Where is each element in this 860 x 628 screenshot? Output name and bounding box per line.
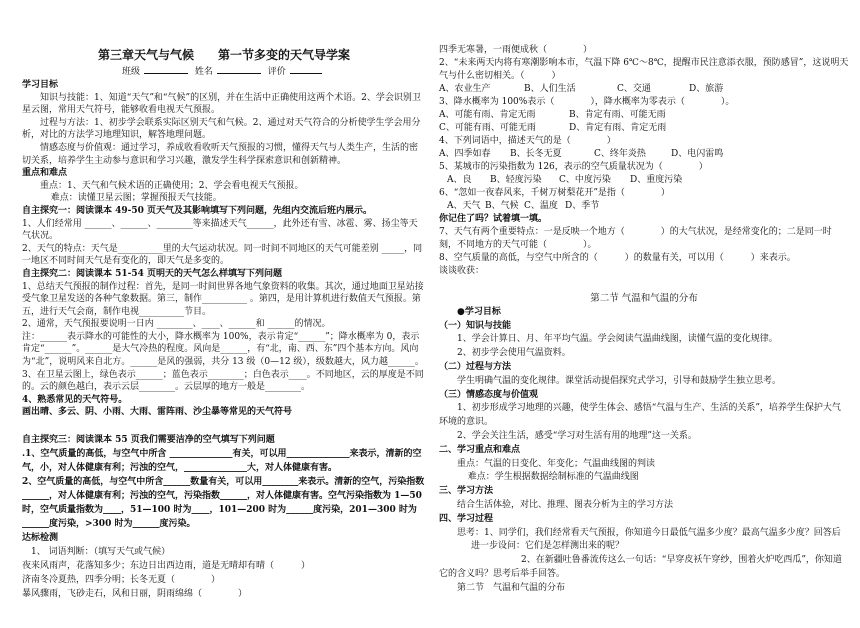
think-question: 思考：1、同学们，我们经常看天气预报，你知道今日最低气温多少度？最高气温多少度？回答后进一步设问：它们是怎样测出来的呢？ (457, 527, 841, 552)
answer-option: B、长冬无夏 (510, 149, 562, 159)
attitude-item: 1、初步形成学习地理的兴趣，使学生体会、感悟“气温与生产、生活的关系”，培养学生保护大气环境的意识。 (439, 403, 841, 428)
knowledge-item: 2、初步学会使用气温资料。 (457, 348, 571, 359)
assessment-q1-item: 暴风骤雨，飞砂走石，风和日丽，阴雨绵绵（ ） (22, 589, 248, 600)
key-difficulty-heading: 二、学习重点和难点 (439, 444, 521, 455)
inquiry3-question: .1、空气质量的高低，与空气中所含 ______________有关，可以用______________来表示，清新的空气，小，对人体健康有利；污浊的空气，______________大，对人体健康有害。 (22, 449, 422, 474)
assessment-q4-options (439, 148, 849, 161)
inquiry1-question: 2、天气的特点：天气是__________里的大气运动状况。同一时间不同地区的天气可能差别 _____，同一地区不同时间天气是有变化的，即天气是多变的。 (22, 243, 423, 267)
answer-option: A、农业生产 (439, 84, 491, 94)
assessment-q4-stem: 4、下列词语中，描述天气的是（ ） (439, 136, 616, 146)
assessment-q1-item: 四季无寒暑，一雨便成秋（ ） (439, 45, 593, 55)
assessment-q3-options-row1 (439, 109, 849, 122)
attitude-item: 2、学会关注生活，感受“学习对生活有用的地理”这一关系。 (457, 430, 697, 441)
objective-attitude: 情感态度与价值观：通过学习，养成收看收听天气预报的习惯，懂得天气与人类生产，生活的密切关系，培养学生主动参与意识和学习兴趣，激发学生科学探索意识和创新精神。 (22, 142, 419, 166)
evaluation-label: 评价 (267, 67, 286, 77)
answer-option: D、季节 (565, 201, 600, 211)
section2-title: 第二节 气温和气温的分布 (590, 293, 698, 304)
section2 (439, 292, 849, 596)
answer-option: A、天气 (447, 201, 481, 211)
inquiry3-heading: 自主探究三：阅读课本 55 页我们需要洁净的空气填写下列问题 (22, 435, 275, 446)
review-heading: 你记住了吗？试着填一填。 (439, 214, 548, 224)
assessment-q5-stem: 5、某城市的污染指数为 126，表示的空气质量状况为（ ） (439, 162, 708, 172)
review-question: 8、空气质量的高低，与空气中所含的（ ）的数量有关，可以用（ ）来表示。 (439, 253, 796, 263)
objective-knowledge: 知识与技能：1、知道“天气”和“气候”的区别，并在生活中正确使用这两个术语。2、学会识别卫星云图，常用天气符号，能够收看电视天气预报。 (22, 92, 421, 116)
lower-section (22, 433, 426, 601)
difficulty-point: 难点：读懂卫星云图；掌握预报天气技能。 (50, 193, 222, 204)
method-text: 结合生活体验，对比、推理、图表分析为主的学习方法 (457, 499, 674, 510)
difficulty-point: 难点：学生根据数据绘制标准的气温曲线图 (467, 472, 639, 483)
key-points-heading: 重点和难点 (22, 168, 68, 179)
answer-option: A、良 (447, 175, 472, 185)
answer-option: B、气候 (485, 201, 519, 211)
answer-option: C、中度污染 (559, 175, 611, 185)
answer-option: A、可能有雨、肯定无雨 (439, 110, 536, 120)
think-question: 2、在新疆吐鲁番流传这么一句话：“早穿皮袄午穿纱，围着火炉吃西瓜”，你知道它的含义吗？思考后举手回答。 (439, 555, 842, 579)
inquiry2-question: 2、通常，天气预报要说明一日内 ________、____、______和 ______的情况。 (22, 319, 331, 330)
right-column (439, 44, 849, 596)
attitude-heading: （三）情感态度与价值观 (439, 389, 539, 400)
assessment-heading: 达标检测 (22, 533, 59, 544)
key-point: 重点：气温的日变化、年变化；气温曲线图的判读 (457, 458, 656, 469)
assessment-q2-options (439, 83, 849, 96)
inquiry2-heading: 自主探究二：阅读课本 51-54 页明天的天气怎么样填写下列问题 (22, 268, 283, 279)
assessment-q1-item: 济南冬冷夏热，四季分明；长冬无夏（ ） (22, 575, 221, 586)
name-blank (217, 64, 261, 74)
assessment-q1-stem: 1、 词语判断：（填写天气或气候） (31, 547, 171, 558)
answer-option: C、终年炎热 (594, 149, 646, 159)
answer-option: A、四季如春 (439, 149, 491, 159)
inquiry2-question: 4、熟悉常见的天气符号。 (22, 394, 128, 405)
answer-option: D、重度污染 (630, 175, 683, 185)
knowledge-heading: （一）知识与技能 (439, 320, 512, 331)
inquiry3-question: 2、空气质量的高低，与空气中所含______数量有关，可以用________来表示。清新的空气，污染指数______，对人体健康有利；污浊的空气，污染指数______，对人体健康有害。空气污染指数为 1—50 时，空气质量指数为____，51—100 时为____，101—200 时为______度污染，201—300 时为______度污染，>300 时为______度污染。 (22, 477, 425, 530)
class-label: 班级 (122, 67, 141, 77)
answer-option: D、旅游 (689, 84, 724, 94)
worksheet-title: 第三章天气与气候 第一节多变的天气导学案 (98, 48, 351, 62)
assessment-continued (439, 44, 849, 278)
answer-option: B、轻度污染 (490, 175, 542, 185)
assessment-q6-options (439, 200, 849, 213)
answer-option: D、电闪雷鸣 (671, 149, 724, 159)
answer-option: B、人们生活 (524, 84, 576, 94)
answer-option: B、肯定有雨、可能无雨 (569, 110, 666, 120)
review-question: 7、天气有两个重要特点：一是反映一个地方（ ）的大气状况，是经常变化的；二是同一时刻，不同地方的天气可能（ ）。 (439, 227, 832, 250)
name-label: 姓名 (194, 67, 213, 77)
key-point: 重点：1、天气和气候术语的正确使用；2、学会看电视天气预报。 (40, 180, 304, 191)
process-heading: （二）过程与方法 (439, 361, 512, 372)
harvest-label: 谈谈收获： (439, 266, 485, 276)
answer-option: C、可能有雨、可能无雨 (439, 123, 536, 133)
inquiry1-question: 1、人们经常用 ______、______、________等来描述天气______，此外还有雪、冰雹、雾、扬尘等天气状况。 (22, 218, 418, 242)
assessment-q1-item: 夜来风雨声，花落知多少；东边日出西边雨，道是无晴却有晴（ ） (22, 561, 311, 572)
left-column (22, 46, 426, 601)
answer-option: C、交通 (617, 84, 651, 94)
evaluation-blank (290, 64, 322, 74)
assessment-q3-options-row2 (439, 122, 849, 135)
answer-option: D、肯定有雨、肯定无雨 (569, 123, 667, 133)
inquiry2-note: 注：______表示降水的可能性的大小，降水概率为 100%，表示肯定“______”；降水概率为 0，表示肯定“______”。______是大气冷热的程度。风向是______，有“北，南、西、东”四个基本方向。风向为“北”，说明风来自北方。______是风的强弱，共分 13 级（0—12 级），级数越大，风力越______。 (22, 331, 424, 368)
upper-section (22, 79, 426, 419)
assessment-q6-stem: 6、“忽如一夜春风来，千树万树梨花开”是指（ ） (439, 188, 670, 198)
assessment-q2-stem: 2、“未来两天内将有寒潮影响本市，气温下降 6℃～8℃，提醒市民注意添衣服，预防感冒”，这说明天气与什么密切相关。（ ） (439, 58, 849, 81)
process-text: 学生明确气温的变化规律。课堂活动提倡探究式学习，引导和鼓励学生独立思考。 (457, 375, 782, 386)
objective-process: 过程与方法：1、初步学会联系实际区别天气和气候。2、通过对天气符合的分析使学生学会用分析，对比的方法学习地理知识，解答地理问题。 (22, 117, 421, 141)
weather-symbol-task: 画出晴、多云、阴、小雨、大雨、雷阵雨、沙尘暴等常见的天气符号 (22, 407, 293, 418)
assessment-q3-stem: 3、降水概率为 100%表示（ ），降水概率为零表示（ ）。 (439, 97, 735, 107)
inquiry1-heading: 自主探究一：阅读课本 49-50 页天气及其影响填写下列问题，先组内交流后班内展示。 (22, 205, 373, 216)
class-blank (144, 64, 188, 74)
method-heading: 三、学习方法 (439, 486, 494, 497)
section2-footer-title: 第二节 气温和气温的分布 (457, 582, 566, 593)
steps-heading: 四、学习过程 (439, 513, 494, 524)
knowledge-item: 1、学会计算日、月、年平均气温。学会阅读气温曲线图，读懂气温的变化规律。 (457, 334, 778, 345)
inquiry2-question: 3、在卫星云图上，绿色表示______；蓝色表示________；白色表示____。不同地区，云的厚度是不同的。云的颜色越白，表示云层________。云层厚的地方一般是________。 (22, 369, 424, 393)
assessment-q5-options (439, 174, 849, 187)
inquiry2-question: 1、总结天气预报的制作过程：首先，是同一时间世界各地气象资料的收集。其次，通过地面卫星站接受气象卫星发送的各种气象数据。第三，制作__________ 。第四，是用计算机进行数值天气预报。第五，进行天气会商，制作电视__________节目。 (22, 281, 424, 317)
answer-option: C、温度 (524, 201, 558, 211)
objectives-heading: 学习目标 (22, 80, 59, 90)
section2-objectives-heading: ●学习目标 (457, 306, 501, 317)
student-info-line (22, 64, 426, 79)
